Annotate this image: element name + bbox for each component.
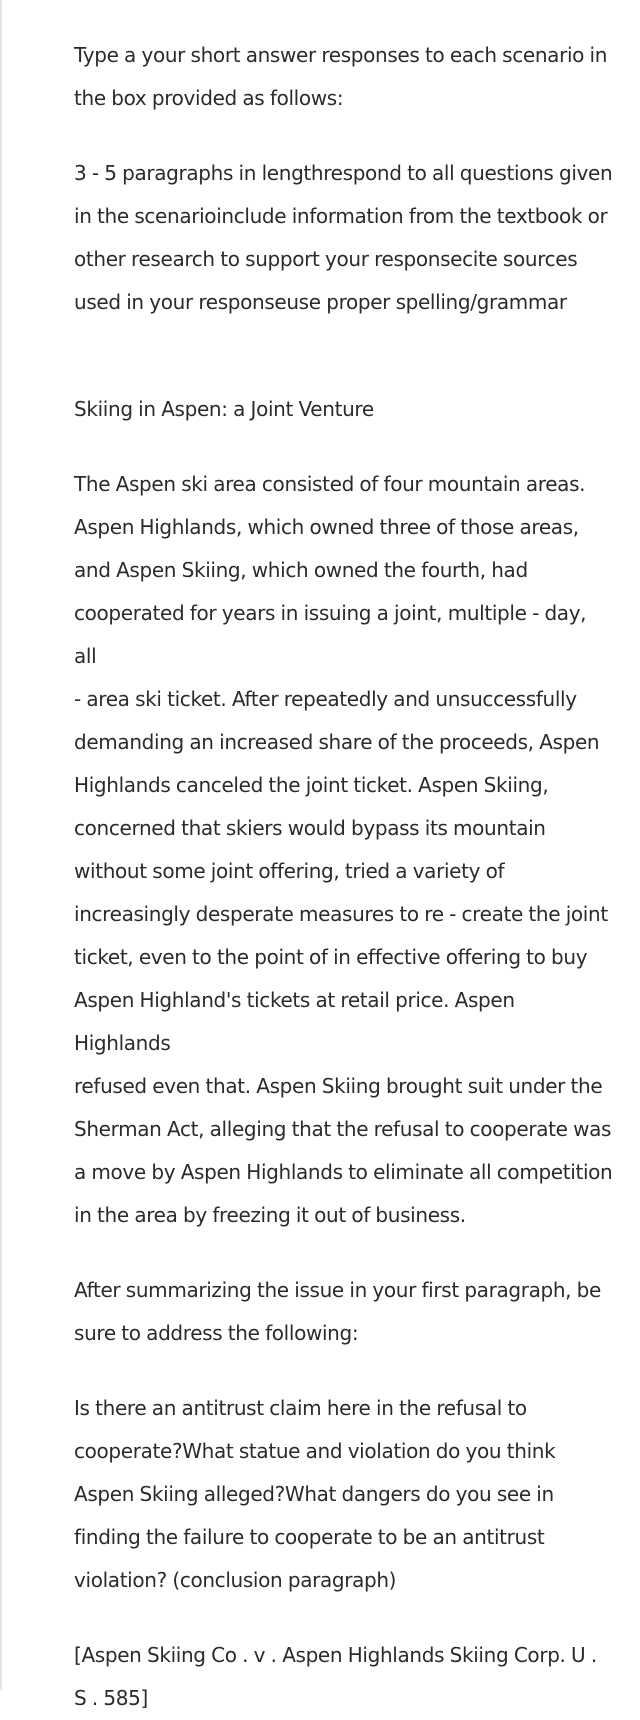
instructions-requirements: 3 - 5 paragraphs in lengthrespond to all questions given in the scenarioinclude information from the textbook or other research to support your responsecite sources used in your responseuse proper spelling/grammar [74,161,613,314]
prompt-questions: Is there an antitrust claim here in the refusal to cooperate?What statue and violation do you think Aspen Skiing alleged?What dangers do you see in finding the failure to cooperate to be an antitrust violation? (conclusion paragraph) [74,1396,556,1592]
scenario-body: The Aspen ski area consisted of four mountain areas. Aspen Highlands, which owned three of those areas, and Aspen Skiing, which owned the fourth, had cooperated for years in issuing a joint, multiple - day, all - area ski ticket. After repeatedly and unsuccessfully demanding an increased share of the proceeds, Aspen Highlands canceled the joint ticket. Aspen Skiing, concerned that skiers would bypass its mountain without some joint offering, tried a variety of increasingly desperate measures to re - create the joint ticket, even to the point of in effective offering to buy Aspen Highland's tickets at retail price. Aspen Highlands refused even that. Aspen Skiing brought suit under the Sherman Act, alleging that the refusal to cooperate was a move by Aspen Highlands to eliminate all competition in the area by freezing it out of business. [74,472,613,1227]
document-body [74,34,614,1720]
left-border [0,0,2,1690]
scenario-title: Skiing in Aspen: a Joint Venture [74,397,374,421]
case-citation: [Aspen Skiing Co . v . Aspen Highlands Skiing Corp. U . S . 585] [74,1643,597,1710]
instructions-intro: Type a your short answer responses to each scenario in the box provided as follows: [74,43,608,110]
prompt-lead: After summarizing the issue in your first paragraph, be sure to address the following: [74,1278,601,1345]
